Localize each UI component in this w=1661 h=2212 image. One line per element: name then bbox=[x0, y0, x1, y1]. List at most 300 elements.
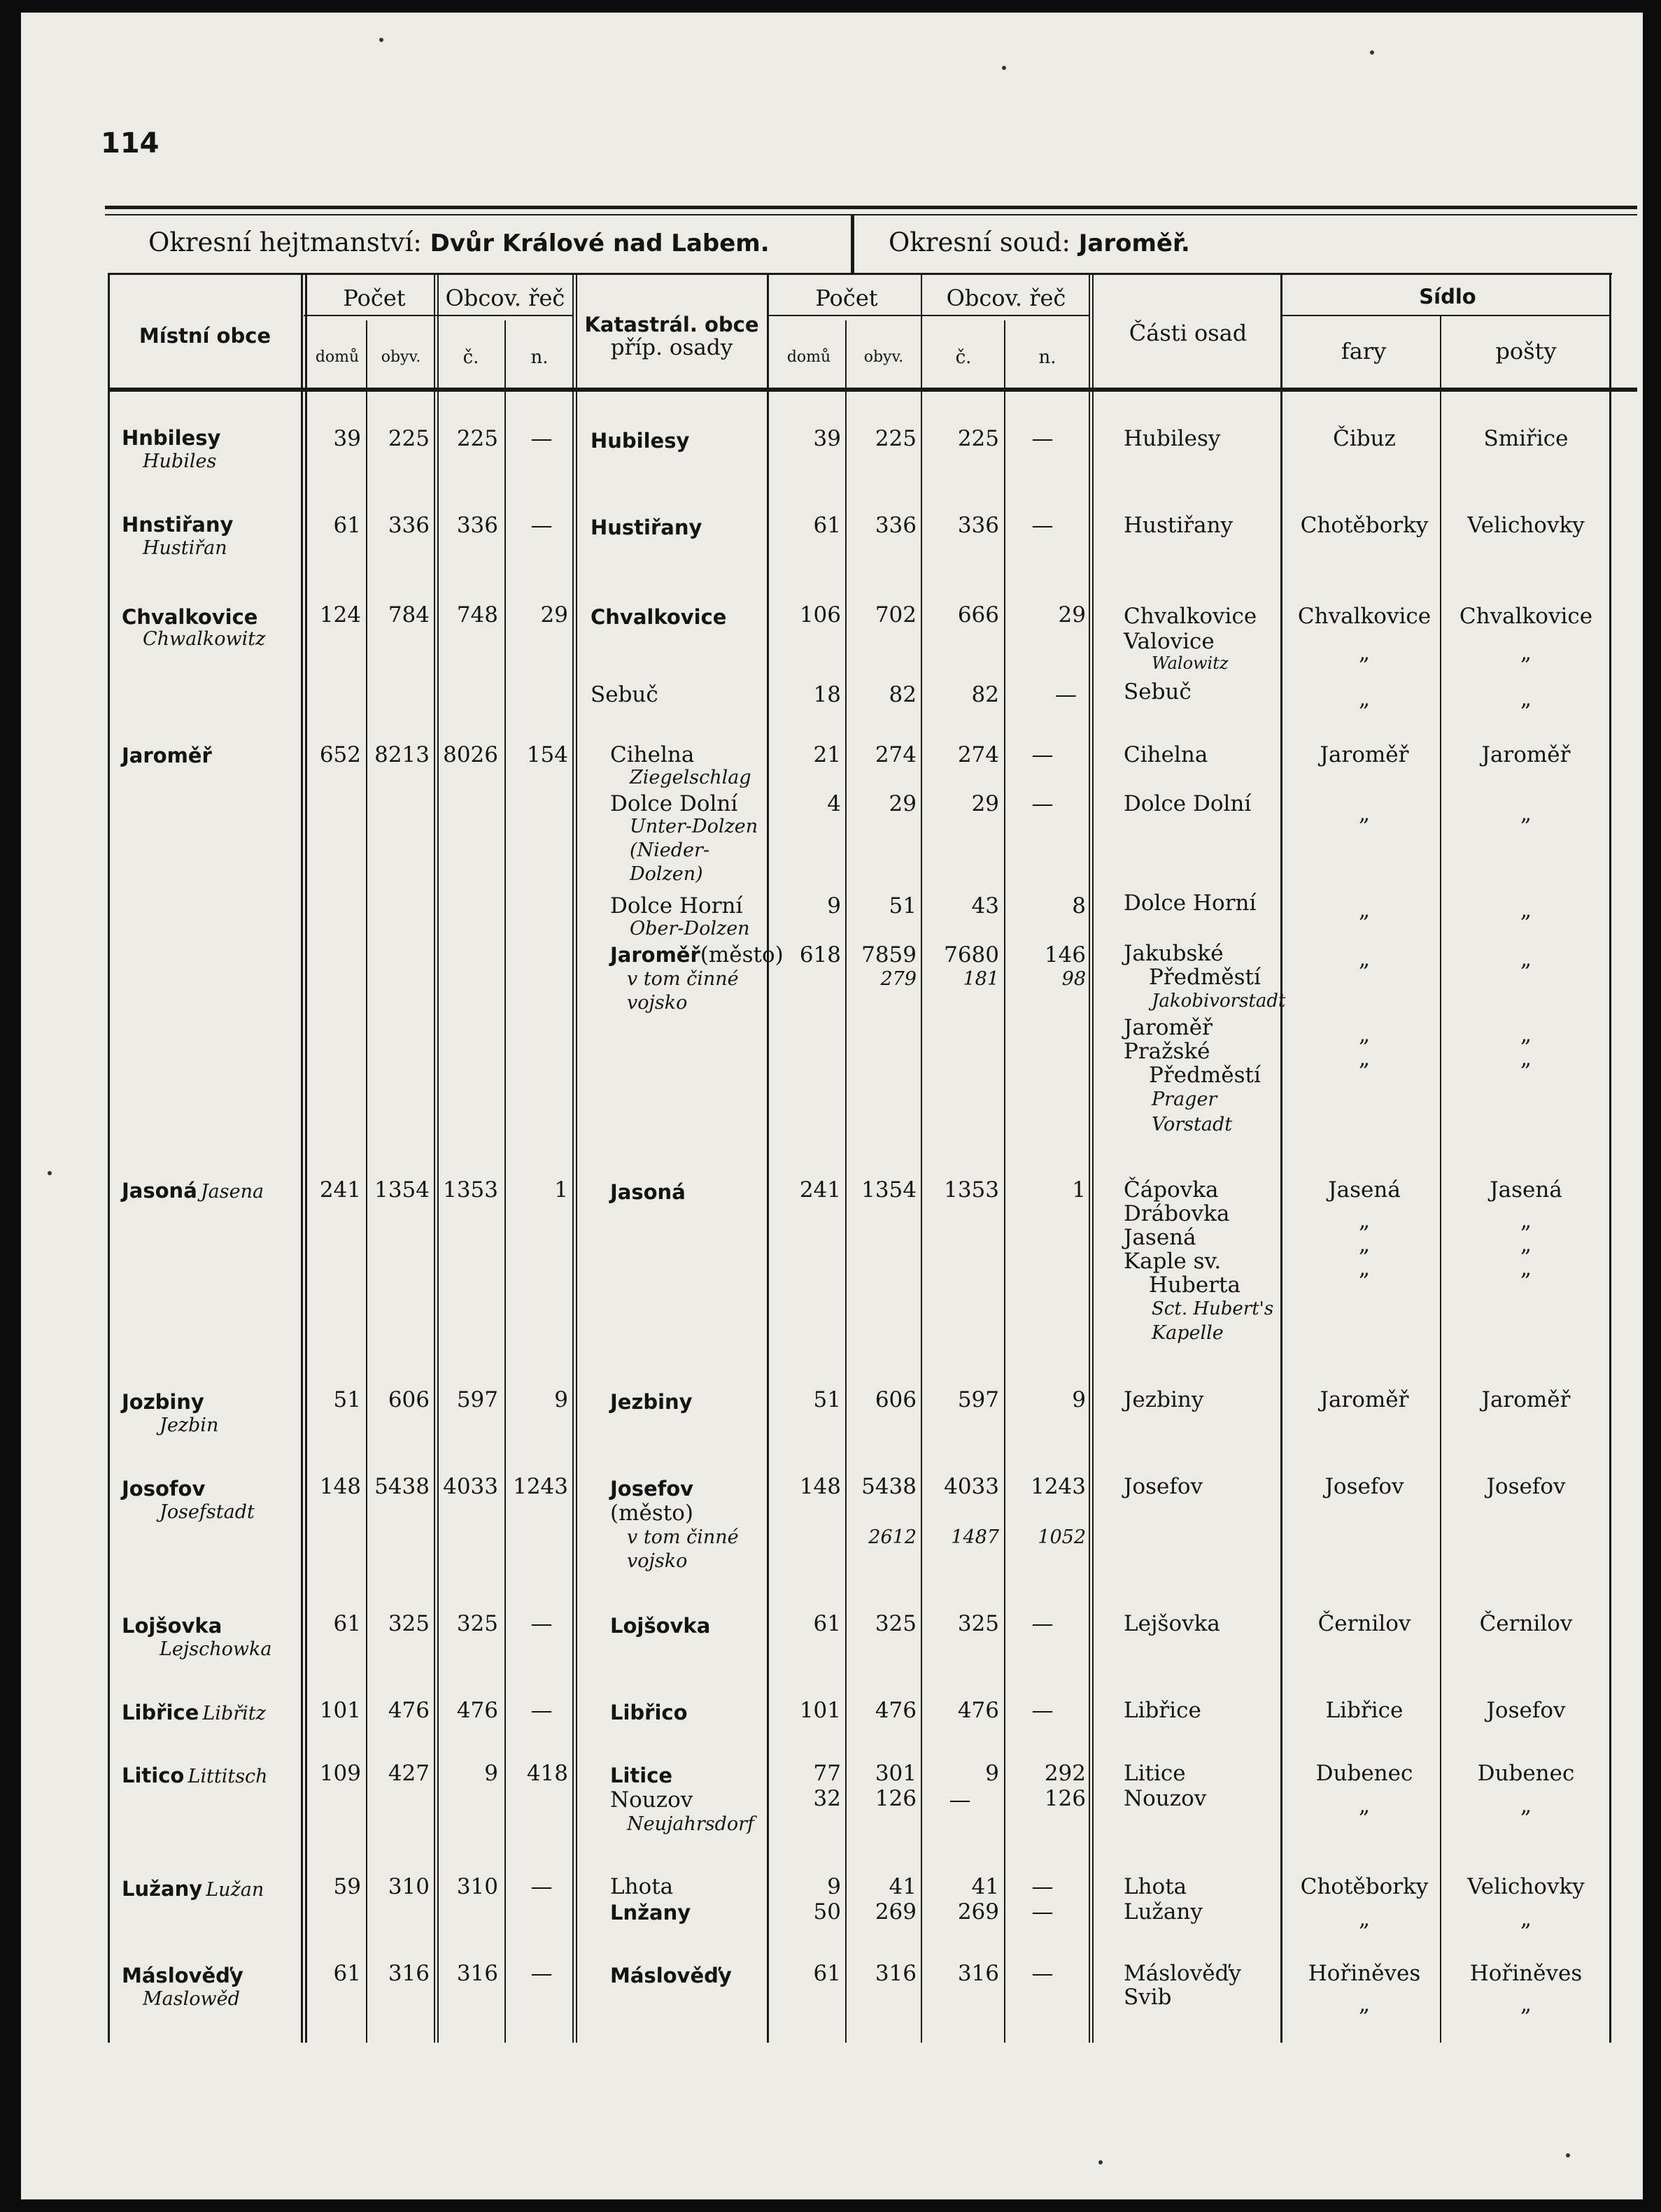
obec-name: Hnstiřany bbox=[122, 513, 234, 537]
cast-posta: „ bbox=[1520, 640, 1532, 665]
vline-n-2b bbox=[1092, 273, 1094, 2043]
obec-domu: 61 bbox=[333, 513, 361, 538]
kat-de: Ziegelschlag bbox=[630, 767, 751, 788]
kat-n: 8 bbox=[1072, 893, 1086, 919]
cast-posta: „ bbox=[1520, 1256, 1532, 1281]
kat-n: — bbox=[1031, 426, 1054, 451]
obec-n: 9 bbox=[554, 1387, 568, 1412]
kat-n: 126 bbox=[1044, 1786, 1086, 1811]
kat-c: 29 bbox=[971, 791, 999, 816]
cast-fara: Libřice bbox=[1325, 1698, 1404, 1723]
col-domu-2: domů bbox=[786, 348, 831, 366]
cast-posta: Velichovky bbox=[1467, 513, 1585, 538]
kat-c: 41 bbox=[971, 1874, 999, 1899]
cast-fara: „ bbox=[1358, 1793, 1371, 1818]
obec-n: 1 bbox=[554, 1177, 568, 1203]
kat-obyv: 606 bbox=[875, 1387, 917, 1412]
obec-obyv: 5438 bbox=[374, 1474, 430, 1499]
kat-c: 597 bbox=[957, 1387, 999, 1412]
cast-name: Předměstí bbox=[1149, 1063, 1261, 1088]
scan-speck bbox=[1098, 2160, 1103, 2164]
kat-obyv: 51 bbox=[889, 893, 917, 919]
kat-n: 292 bbox=[1044, 1761, 1086, 1786]
kat-obyv: 225 bbox=[875, 426, 917, 451]
kat-domu: 18 bbox=[813, 682, 841, 707]
obec-domu: 148 bbox=[319, 1474, 361, 1499]
kat-name: (město) bbox=[610, 1501, 693, 1526]
col-sidlo: Sídlo bbox=[1419, 285, 1476, 309]
kat-n: — bbox=[1031, 1961, 1054, 1986]
kat-de: Unter-Dolzen bbox=[630, 816, 758, 837]
kat-obyv: 336 bbox=[875, 513, 917, 538]
cast-fara: Jaroměř bbox=[1320, 742, 1409, 767]
obec-domu: 124 bbox=[319, 602, 361, 628]
cast-name: Josefov bbox=[1124, 1474, 1203, 1499]
kat-name: Jaroměř bbox=[610, 943, 700, 967]
cast-fara: „ bbox=[1358, 686, 1371, 711]
subrule-1 bbox=[304, 315, 574, 316]
scan-speck bbox=[1002, 66, 1006, 70]
obec-de: Hubiles bbox=[143, 451, 217, 472]
kat-obyv: 316 bbox=[875, 1961, 917, 1986]
kat-n: 1243 bbox=[1031, 1474, 1086, 1499]
court-label: Okresní soud: bbox=[889, 227, 1070, 257]
kat-n: — bbox=[1031, 1874, 1054, 1899]
kat-c: 4033 bbox=[944, 1474, 999, 1499]
cast-fara: Chotěborky bbox=[1300, 1874, 1429, 1899]
page bbox=[21, 13, 1643, 2199]
col-obyv-1: obyv. bbox=[381, 348, 421, 366]
kat-n: — bbox=[1055, 682, 1077, 707]
obec-obyv: 325 bbox=[388, 1611, 430, 1636]
scan-speck bbox=[379, 38, 383, 42]
vline-obyv-b bbox=[437, 273, 439, 2043]
cast-posta: „ bbox=[1520, 686, 1532, 711]
kat-c: 316 bbox=[957, 1961, 999, 1986]
kat-c: 9 bbox=[985, 1761, 999, 1786]
scan-speck bbox=[1370, 50, 1374, 55]
obec-cell bbox=[122, 1879, 264, 1899]
col-obcov-2: Obcov. řeč bbox=[946, 285, 1066, 311]
obec-domu: 652 bbox=[319, 742, 361, 767]
obec-obyv: 336 bbox=[388, 513, 430, 538]
vline-obyv-a bbox=[434, 273, 435, 2043]
kat-obyv: 1354 bbox=[861, 1177, 917, 1203]
vline-domu-2 bbox=[845, 320, 847, 2043]
obec-c: 4033 bbox=[443, 1474, 498, 1499]
cast-name: Hubilesy bbox=[1124, 426, 1221, 451]
cast-name: Dolce Dolní bbox=[1124, 791, 1252, 816]
header-bottom-rule bbox=[108, 388, 1637, 392]
kat-c: — bbox=[949, 1787, 971, 1813]
vline-n-2a bbox=[1089, 273, 1090, 2043]
vline-left bbox=[108, 273, 110, 2043]
kat-c: 43 bbox=[971, 893, 999, 919]
cast-fara: „ bbox=[1358, 1022, 1371, 1047]
kat-n: 29 bbox=[1058, 602, 1086, 628]
court-header bbox=[889, 229, 1190, 255]
obec-obyv: 310 bbox=[388, 1874, 430, 1899]
kat-mil-n: 1052 bbox=[1038, 1526, 1086, 1548]
kat-name: Máslověďy bbox=[610, 1964, 732, 1987]
cast-fara: „ bbox=[1358, 1232, 1371, 1257]
kat-c: 666 bbox=[957, 602, 999, 628]
obec-de: Josefstadt bbox=[160, 1501, 255, 1523]
cast-fara: Čibuz bbox=[1333, 426, 1396, 451]
cast-posta: Josefov bbox=[1486, 1698, 1566, 1723]
obec-c: 225 bbox=[456, 426, 498, 451]
kat-note: vojsko bbox=[627, 992, 688, 1014]
obec-name: Litico bbox=[122, 1764, 185, 1787]
vline-c bbox=[504, 320, 506, 2043]
cast-name: Huberta bbox=[1149, 1272, 1241, 1298]
kat-name: Jasoná bbox=[610, 1180, 686, 1204]
obec-obyv: 427 bbox=[388, 1761, 430, 1786]
cast-name: Libřice bbox=[1124, 1698, 1201, 1723]
cast-de: Kapelle bbox=[1152, 1322, 1224, 1344]
kat-name: Sebuč bbox=[591, 682, 658, 707]
obec-n: 1243 bbox=[513, 1474, 568, 1499]
cast-fara: Josefov bbox=[1324, 1474, 1404, 1499]
cast-name: Dolce Horní bbox=[1124, 891, 1257, 916]
kat-suffix: (město) bbox=[700, 942, 784, 967]
cast-name: Litice bbox=[1124, 1761, 1186, 1786]
kat-n: — bbox=[1031, 742, 1054, 767]
obec-c: 8026 bbox=[443, 742, 498, 767]
obec-name: Jaroměř bbox=[122, 744, 212, 767]
kat-n: — bbox=[1031, 791, 1054, 816]
obec-name: Lužany bbox=[122, 1877, 203, 1901]
col-katastr-1: Katastrál. obce bbox=[584, 313, 759, 336]
kat-name: Libřico bbox=[610, 1701, 688, 1724]
obec-obyv: 8213 bbox=[374, 742, 430, 767]
obec-name: Libřice bbox=[122, 1701, 199, 1724]
vline-domu bbox=[366, 320, 367, 2043]
kat-domu: 241 bbox=[799, 1177, 841, 1203]
kat-c: 476 bbox=[957, 1698, 999, 1723]
obec-name: Chvalkovice bbox=[122, 605, 258, 629]
kat-obyv: 7859 bbox=[861, 942, 917, 967]
cast-name: Lejšovka bbox=[1124, 1611, 1220, 1636]
obec-cell bbox=[122, 1181, 264, 1201]
cast-posta: „ bbox=[1520, 1232, 1532, 1257]
kat-name: Hubilesy bbox=[591, 429, 690, 453]
kat-c: 7680 bbox=[944, 942, 999, 967]
kat-obyv: 126 bbox=[875, 1786, 917, 1811]
obec-name: Josofov bbox=[122, 1477, 206, 1501]
obec-name: Hnbilesy bbox=[122, 426, 221, 450]
cast-posta: „ bbox=[1520, 947, 1532, 972]
kat-domu: 32 bbox=[813, 1786, 841, 1811]
obec-domu: 241 bbox=[319, 1177, 361, 1203]
kat-domu: 50 bbox=[813, 1899, 841, 1924]
cast-fara: Černilov bbox=[1317, 1611, 1411, 1636]
obec-obyv: 476 bbox=[388, 1698, 430, 1723]
col-mistni-obce: Místní obce bbox=[139, 324, 271, 348]
top-rule bbox=[105, 206, 1637, 209]
vline-right bbox=[1609, 273, 1611, 2043]
cast-name: Předměstí bbox=[1149, 965, 1261, 990]
kat-name: Hustiřany bbox=[591, 516, 702, 539]
obec-n: 29 bbox=[540, 602, 568, 628]
kat-mil-c: 181 bbox=[963, 968, 999, 990]
cast-name: Pražské bbox=[1124, 1039, 1210, 1064]
cast-name: Máslověďy bbox=[1124, 1961, 1241, 1986]
obec-de: Maslowěd bbox=[143, 1988, 240, 2010]
subrule-2 bbox=[768, 315, 1090, 316]
kat-mil-n: 98 bbox=[1061, 968, 1086, 990]
kat-domu: 61 bbox=[813, 1611, 841, 1636]
col-n-2: n. bbox=[1038, 347, 1056, 368]
obec-name: Jasoná bbox=[122, 1179, 197, 1203]
cast-fara: „ bbox=[1358, 1906, 1371, 1931]
cast-name: Jaroměř bbox=[1124, 1015, 1213, 1040]
scan-speck bbox=[1566, 2153, 1570, 2157]
obec-n: — bbox=[530, 1961, 553, 1986]
kat-n: — bbox=[1031, 513, 1054, 538]
obec-n: — bbox=[530, 1874, 553, 1899]
cast-name: Cihelna bbox=[1124, 742, 1208, 767]
kat-note: v tom činné bbox=[627, 968, 739, 990]
col-obyv-2: obyv. bbox=[863, 348, 904, 366]
kat-c: 274 bbox=[957, 742, 999, 767]
col-katastr-2: příp. osady bbox=[610, 335, 733, 360]
kat-name: Nouzov bbox=[610, 1787, 693, 1813]
cast-fara: Chvalkovice bbox=[1297, 604, 1432, 629]
obec-domu: 109 bbox=[319, 1761, 361, 1786]
obec-c: 325 bbox=[456, 1611, 498, 1636]
kat-name: Lhota bbox=[610, 1874, 674, 1899]
cast-posta: „ bbox=[1520, 1046, 1532, 1071]
kat-mil-obyv: 2612 bbox=[868, 1526, 917, 1548]
cast-name: Jasená bbox=[1124, 1225, 1196, 1250]
kat-name: Josefov bbox=[610, 1477, 694, 1501]
col-pocet-2: Počet bbox=[815, 285, 878, 311]
obec-c: 9 bbox=[484, 1761, 498, 1786]
cast-fara: Chotěborky bbox=[1300, 513, 1429, 538]
vline-n-a bbox=[572, 273, 574, 2043]
kat-name: Jezbiny bbox=[610, 1390, 693, 1414]
obec-c: 476 bbox=[456, 1698, 498, 1723]
kat-obyv: 29 bbox=[889, 791, 917, 816]
cast-posta: „ bbox=[1520, 1208, 1532, 1233]
obec-obyv: 225 bbox=[388, 426, 430, 451]
kat-c: 82 bbox=[971, 682, 999, 707]
obec-domu: 101 bbox=[319, 1698, 361, 1723]
cast-de: Prager bbox=[1152, 1089, 1217, 1110]
kat-domu: 61 bbox=[813, 1961, 841, 1986]
kat-name: Lojšovka bbox=[610, 1614, 711, 1638]
obec-n: — bbox=[530, 1698, 553, 1723]
cast-name: Jezbiny bbox=[1124, 1387, 1204, 1412]
kat-n: 9 bbox=[1072, 1387, 1086, 1412]
obec-obyv: 784 bbox=[388, 602, 430, 628]
obec-n: 154 bbox=[526, 742, 568, 767]
obec-domu: 61 bbox=[333, 1961, 361, 1986]
obec-de: Hustiřan bbox=[143, 537, 227, 559]
cast-posta: „ bbox=[1520, 898, 1532, 923]
kat-domu: 4 bbox=[827, 791, 841, 816]
cast-fara: Hořiněves bbox=[1308, 1961, 1421, 1986]
kat-c: 325 bbox=[957, 1611, 999, 1636]
kat-domu: 21 bbox=[813, 742, 841, 767]
kat-domu: 51 bbox=[813, 1387, 841, 1412]
obec-domu: 61 bbox=[333, 1611, 361, 1636]
vline-obec-b bbox=[305, 273, 307, 2043]
cast-name: Lužany bbox=[1124, 1899, 1203, 1924]
cast-fara: „ bbox=[1358, 1208, 1371, 1233]
kat-de: (Nieder- bbox=[630, 839, 710, 861]
obec-domu: 51 bbox=[333, 1387, 361, 1412]
kat-obyv: 301 bbox=[875, 1761, 917, 1786]
obec-c: 1353 bbox=[443, 1177, 498, 1203]
kat-obyv: 82 bbox=[889, 682, 917, 707]
kat-domu: 9 bbox=[827, 1874, 841, 1899]
obec-n: — bbox=[530, 513, 553, 538]
col-domu-1: domů bbox=[315, 348, 360, 366]
scan-speck bbox=[48, 1171, 52, 1175]
cast-de: Jakobivorstadt bbox=[1152, 991, 1286, 1012]
obec-c: 597 bbox=[456, 1387, 498, 1412]
cast-posta: Dubenec bbox=[1477, 1761, 1575, 1786]
col-obcov-1: Obcov. řeč bbox=[445, 285, 565, 311]
obec-de: Lejschowka bbox=[160, 1638, 272, 1660]
cast-fara: „ bbox=[1358, 1992, 1371, 2017]
obec-obyv: 316 bbox=[388, 1961, 430, 1986]
subrule-3 bbox=[1282, 315, 1609, 316]
kat-mil-obyv: 279 bbox=[880, 968, 917, 990]
kat-n: — bbox=[1031, 1698, 1054, 1723]
cast-de: Sct. Hubert's bbox=[1152, 1298, 1274, 1319]
cast-posta: „ bbox=[1520, 801, 1532, 826]
cast-name: Hustiřany bbox=[1124, 513, 1234, 538]
col-pocet-1: Počet bbox=[343, 285, 406, 311]
vline-obec-a bbox=[301, 273, 303, 2043]
kat-name: Dolce Dolní bbox=[610, 791, 738, 816]
kat-name: Dolce Horní bbox=[610, 893, 743, 919]
cast-fara: „ bbox=[1358, 801, 1371, 826]
cast-posta: Chvalkovice bbox=[1459, 604, 1593, 629]
kat-obyv: 476 bbox=[875, 1698, 917, 1723]
cast-name: Jakubské bbox=[1124, 941, 1224, 966]
cast-fara: „ bbox=[1358, 947, 1371, 972]
kat-domu: 106 bbox=[799, 602, 841, 628]
col-casti-osad: Části osad bbox=[1129, 320, 1247, 346]
header-divider bbox=[851, 215, 854, 273]
kat-domu: 9 bbox=[827, 893, 841, 919]
kat-n: — bbox=[1031, 1611, 1054, 1636]
vline-casti bbox=[1280, 273, 1282, 2043]
cast-name: Nouzov bbox=[1124, 1786, 1207, 1811]
kat-domu: 77 bbox=[813, 1761, 841, 1786]
kat-domu: 148 bbox=[799, 1474, 841, 1499]
kat-c: 225 bbox=[957, 426, 999, 451]
col-n-1: n. bbox=[530, 347, 549, 368]
kat-name: Lnžany bbox=[610, 1901, 691, 1924]
kat-domu: 39 bbox=[813, 426, 841, 451]
obec-obyv: 606 bbox=[388, 1387, 430, 1412]
cast-name: Chvalkovice bbox=[1124, 604, 1257, 629]
vline-n-b bbox=[576, 273, 577, 2043]
cast-posta: Černilov bbox=[1479, 1611, 1573, 1636]
kat-domu: 101 bbox=[799, 1698, 841, 1723]
kat-note: v tom činné bbox=[627, 1526, 739, 1548]
obec-domu: 39 bbox=[333, 426, 361, 451]
cast-fara: Jaroměř bbox=[1320, 1387, 1409, 1412]
cast-posta: Jasená bbox=[1490, 1177, 1562, 1203]
obec-c: 748 bbox=[456, 602, 498, 628]
kat-domu: 61 bbox=[813, 513, 841, 538]
obec-de: Littitsch bbox=[188, 1766, 268, 1787]
cast-name: Valovice bbox=[1124, 629, 1215, 654]
kat-c: 336 bbox=[957, 513, 999, 538]
obec-c: 316 bbox=[456, 1961, 498, 1986]
cast-fara: Dubenec bbox=[1315, 1761, 1413, 1786]
col-c-1: č. bbox=[462, 347, 479, 368]
cast-fara: „ bbox=[1358, 898, 1371, 923]
kat-obyv: 274 bbox=[875, 742, 917, 767]
vline-obyv-2 bbox=[921, 273, 922, 2043]
cast-posta: Josefov bbox=[1486, 1474, 1566, 1499]
obec-de: Jezbin bbox=[160, 1415, 219, 1436]
kat-obyv: 702 bbox=[875, 602, 917, 628]
cast-posta: Velichovky bbox=[1467, 1874, 1585, 1899]
cast-fara: Jasená bbox=[1328, 1177, 1401, 1203]
kat-obyv: 5438 bbox=[861, 1474, 917, 1499]
col-posty: pošty bbox=[1495, 338, 1557, 364]
cast-posta: Hořiněves bbox=[1469, 1961, 1583, 1986]
kat-name: Litice bbox=[610, 1764, 673, 1787]
cast-de: Vorstadt bbox=[1152, 1114, 1233, 1135]
kat-de: Ober-Dolzen bbox=[630, 918, 750, 940]
kat-n: — bbox=[1031, 1899, 1054, 1924]
cast-name: Kaple sv. bbox=[1124, 1249, 1222, 1274]
cast-posta: Jaroměř bbox=[1481, 742, 1571, 767]
cast-name: Sebuč bbox=[1124, 679, 1192, 704]
kat-n: 146 bbox=[1044, 942, 1086, 967]
obec-obyv: 1354 bbox=[374, 1177, 430, 1203]
obec-c: 336 bbox=[456, 513, 498, 538]
obec-de: Jasena bbox=[200, 1181, 264, 1203]
kat-name: Chvalkovice bbox=[591, 605, 727, 629]
cast-fara: „ bbox=[1358, 640, 1371, 665]
kat-obyv: 269 bbox=[875, 1899, 917, 1924]
district-name: Dvůr Králové nad Labem. bbox=[430, 229, 770, 257]
kat-obyv: 325 bbox=[875, 1611, 917, 1636]
court-name: Jaroměř. bbox=[1078, 229, 1190, 257]
col-c-2: č. bbox=[955, 347, 972, 368]
cast-name: Lhota bbox=[1124, 1874, 1187, 1899]
cast-posta: „ bbox=[1520, 1992, 1532, 2017]
cast-name: Svib bbox=[1124, 1985, 1172, 2010]
obec-n: — bbox=[530, 426, 553, 451]
kat-mil-c: 1487 bbox=[951, 1526, 999, 1548]
kat-de: Neujahrsdorf bbox=[627, 1813, 755, 1835]
obec-c: 310 bbox=[456, 1874, 498, 1899]
obec-domu: 59 bbox=[333, 1874, 361, 1899]
kat-c: 269 bbox=[957, 1899, 999, 1924]
col-fary: fary bbox=[1341, 338, 1387, 364]
header-rule bbox=[108, 273, 1612, 275]
obec-de: Libřitz bbox=[202, 1703, 266, 1724]
cast-posta: „ bbox=[1520, 1793, 1532, 1818]
cast-name: Čápovka bbox=[1124, 1177, 1219, 1203]
cast-posta: „ bbox=[1520, 1022, 1532, 1047]
obec-name: Jozbiny bbox=[122, 1390, 204, 1414]
kat-de: Dolzen) bbox=[630, 863, 703, 885]
obec-cell bbox=[122, 1766, 268, 1786]
district-label: Okresní hejtmanství: bbox=[148, 227, 422, 257]
